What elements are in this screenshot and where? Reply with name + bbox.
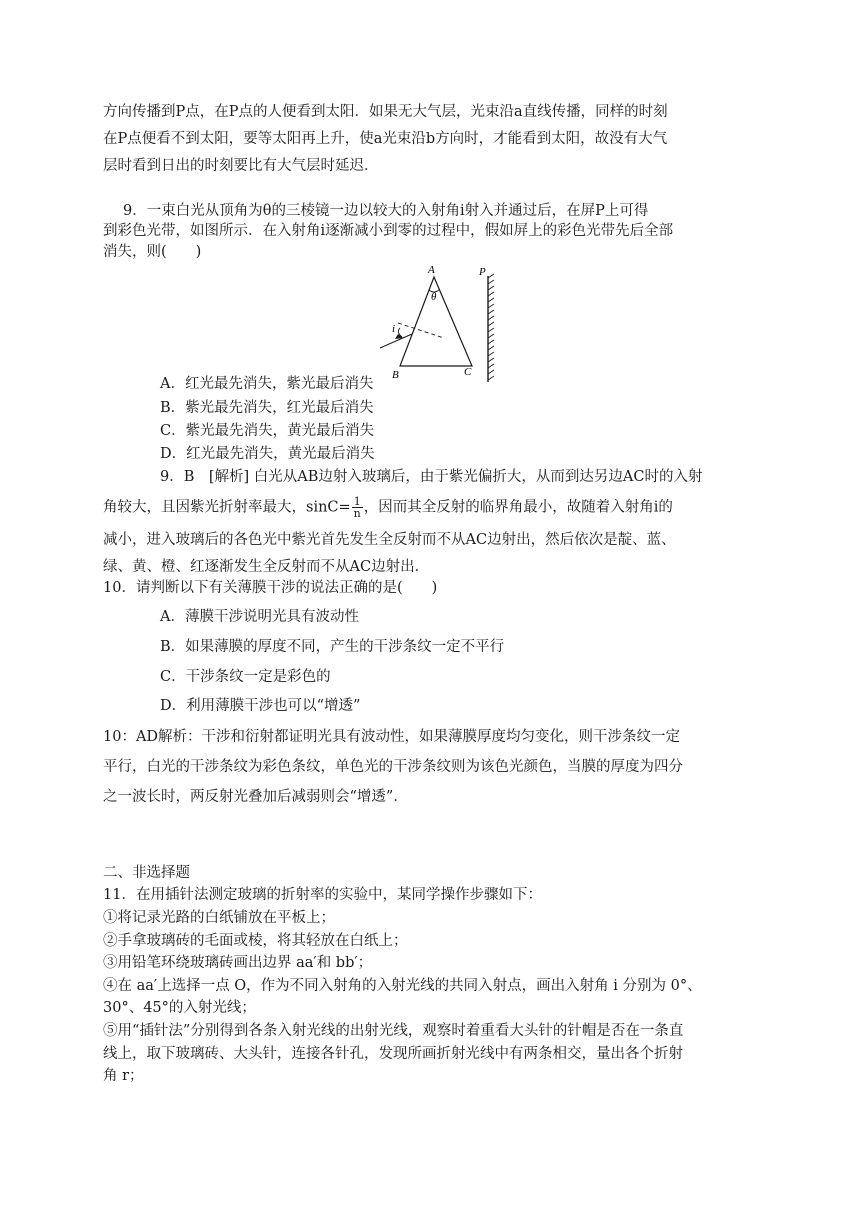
q10-answer-line-3: 之一波长时，两反射光叠加后减弱则会“增透”． bbox=[103, 789, 408, 805]
label-theta: θ bbox=[431, 291, 437, 303]
prism-figure bbox=[376, 262, 506, 387]
q10-answer-line-1: 10：AD解析：干涉和衍射都证明光具有波动性，如果薄膜厚度均匀变化，则干涉条纹一定 bbox=[103, 729, 681, 745]
intro-line-3: 层时看到日出的时刻要比有大气层时延迟． bbox=[103, 158, 379, 174]
q9-stem-line-1: 9．一束白光从顶角为θ的三棱镜一边以较大的入射角i射入并通过后，在屏P上可得 bbox=[123, 203, 649, 219]
q10-option-b: B．如果薄膜的厚度不同，产生的干涉条纹一定不平行 bbox=[160, 639, 505, 655]
q9-option-c: C．紫光最先消失，黄光最后消失 bbox=[160, 423, 375, 439]
fraction-denominator: n bbox=[353, 507, 361, 520]
label-B: B bbox=[392, 369, 399, 381]
label-P: P bbox=[479, 266, 486, 278]
label-C: C bbox=[464, 366, 472, 378]
q10-option-d: D．利用薄膜干涉也可以“增透” bbox=[160, 698, 361, 714]
q11-step-3: ③用铅笔环绕玻璃砖画出边界 aa′和 bb′； bbox=[103, 955, 373, 971]
q11-step-4-line-1: ④在 aa′上选择一点 O，作为不同入射角的入射光线的共同入射点，画出入射角 i 分别为 0°、 bbox=[103, 978, 702, 994]
q9-stem-line-2: 到彩色光带，如图所示．在入射角i逐渐减小到零的过程中，假如屏上的彩色光带先后全部 bbox=[103, 223, 674, 239]
q9-answer-line-4: 绿、黄、橙、红逐渐发生全反射而不从AC边射出． bbox=[103, 559, 430, 575]
q9-option-b: B．紫光最先消失，红光最后消失 bbox=[160, 400, 374, 416]
q9-option-a: A．红光最先消失，紫光最后消失 bbox=[160, 376, 374, 392]
fraction-1-over-n bbox=[352, 496, 363, 519]
q11-step-2: ②手拿玻璃砖的毛面或棱，将其轻放在白纸上； bbox=[103, 933, 408, 949]
fraction-numerator: 1 bbox=[352, 496, 363, 508]
q9-answer-line-2-prefix: 角较大，且因紫光折射率最大，sinC= bbox=[103, 499, 351, 516]
label-A: A bbox=[428, 264, 435, 276]
section-2-title: 二、非选择题 bbox=[103, 865, 190, 881]
q9-answer-line-2 bbox=[103, 496, 673, 519]
q11-step-5-line-1: ⑤用“插针法”分别得到各条入射光线的出射光线，观察时着重看大头针的针帽是否在一条直 bbox=[103, 1023, 684, 1039]
q11-stem: 11．在用插针法测定玻璃的折射率的实验中，某同学操作步骤如下： bbox=[103, 887, 542, 903]
q9-answer-line-1: 9．B [解析] 白光从AB边射入玻璃后，由于紫光偏折大，从而到达另边AC时的入射 bbox=[160, 469, 703, 485]
label-i: i bbox=[392, 323, 396, 335]
normal-line bbox=[398, 323, 444, 338]
q11-step-4-line-2: 30°、45°的入射光线； bbox=[103, 1000, 256, 1016]
screen-hatching bbox=[488, 274, 494, 380]
q9-option-d: D．红光最先消失，黄光最后消失 bbox=[160, 446, 375, 462]
q9-stem-line-3: 消失，则( ) bbox=[103, 244, 202, 260]
intro-line-1: 方向传播到P点，在P点的人便看到太阳．如果无大气层，光束沿a直线传播，同样的时刻 bbox=[103, 104, 668, 120]
q10-answer-line-2: 平行，白光的干涉条纹为彩色条纹，单色光的干涉条纹则为该色光颜色，当膜的厚度为四分 bbox=[103, 759, 683, 775]
q10-option-c: C．干涉条纹一定是彩色的 bbox=[160, 669, 331, 685]
q9-answer-line-3: 减小，进入玻璃后的各色光中紫光首先发生全反射而不从AC边射出，然后依次是靛、蓝、 bbox=[103, 532, 676, 548]
q10-stem: 10．请判断以下有关薄膜干涉的说法正确的是( ) bbox=[103, 580, 438, 596]
q9-answer-line-2-suffix: ，因而其全反射的临界角最小，故随着入射角i的 bbox=[363, 499, 673, 516]
q11-step-5-line-2: 线上，取下玻璃砖、大头针，连接各针孔，发现所画折射光线中有两条相交，量出各个折射 bbox=[103, 1046, 683, 1062]
q11-step-1: ①将记录光路的白纸铺放在平板上； bbox=[103, 910, 335, 926]
q11-step-5-line-3: 角 r； bbox=[103, 1068, 144, 1084]
q10-option-a: A．薄膜干涉说明光具有波动性 bbox=[160, 609, 359, 625]
intro-line-2: 在P点便看不到太阳，要等太阳再上升，使a光束沿b方向时，才能看到太阳，故没有大气 bbox=[103, 131, 668, 147]
